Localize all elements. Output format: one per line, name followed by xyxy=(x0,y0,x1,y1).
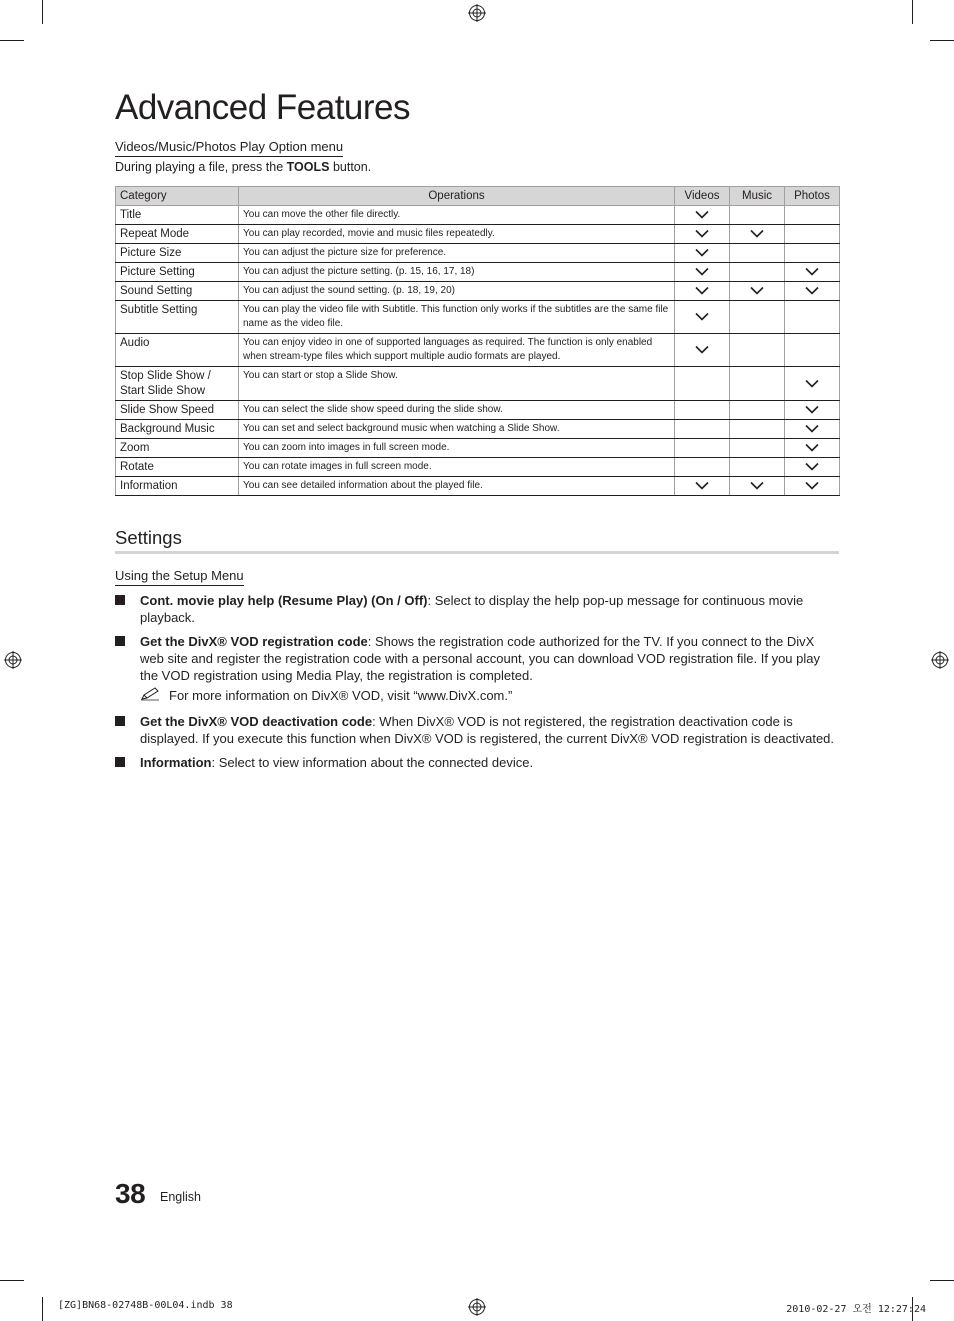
table-header-row xyxy=(116,187,840,206)
row-videos-cell xyxy=(675,401,730,420)
row-photos-cell xyxy=(785,225,840,244)
row-music-cell xyxy=(730,282,785,301)
row-videos-cell xyxy=(675,225,730,244)
row-category: Subtitle Setting xyxy=(116,301,239,334)
page-language: English xyxy=(160,1190,201,1204)
row-videos-cell xyxy=(675,244,730,263)
crop-mark xyxy=(42,1297,43,1321)
checkmark-chevron-icon xyxy=(805,481,819,490)
checkmark-chevron-icon xyxy=(695,210,709,219)
row-category: Slide Show Speed xyxy=(116,401,239,420)
row-music-cell xyxy=(730,367,785,401)
pencil-note-icon xyxy=(140,687,160,701)
row-photos-cell xyxy=(785,263,840,282)
row-category: Picture Size xyxy=(116,244,239,263)
row-photos-cell xyxy=(785,282,840,301)
play-option-table xyxy=(115,186,840,496)
row-photos-cell xyxy=(785,367,840,401)
row-music-cell xyxy=(730,225,785,244)
registration-mark-icon xyxy=(468,1298,486,1316)
table-row xyxy=(116,301,840,334)
checkmark-chevron-icon xyxy=(805,286,819,295)
table-row xyxy=(116,206,840,225)
row-videos-cell xyxy=(675,458,730,477)
checkmark-chevron-icon xyxy=(695,229,709,238)
checkmark-chevron-icon xyxy=(695,312,709,321)
print-slug-file: [ZG]BN68-02748B-00L04.indb 38 xyxy=(58,1300,233,1311)
registration-mark-icon xyxy=(468,4,486,22)
row-videos-cell xyxy=(675,477,730,496)
checkmark-chevron-icon xyxy=(695,248,709,257)
settings-item xyxy=(115,713,839,747)
table-row xyxy=(116,334,840,367)
row-music-cell xyxy=(730,458,785,477)
settings-item-desc: : Select to display the help pop-up message for continuous movie playback. xyxy=(140,593,804,625)
row-operation: You can zoom into images in full screen mode. xyxy=(239,439,675,458)
row-music-cell xyxy=(730,420,785,439)
settings-item xyxy=(115,754,839,771)
row-music-cell xyxy=(730,401,785,420)
row-videos-cell xyxy=(675,334,730,367)
table-row xyxy=(116,263,840,282)
settings-item-desc: : Shows the registration code authorized for the TV. If you connect to the DivX web site and register the registration code with a personal account, you can download VOD registration file. If you play the VOD registration using Media Play, the registration is completed. xyxy=(140,634,820,683)
registration-mark-icon xyxy=(4,651,22,669)
row-music-cell xyxy=(730,263,785,282)
row-category: Information xyxy=(116,477,239,496)
crop-mark xyxy=(930,1280,954,1281)
row-photos-cell xyxy=(785,206,840,225)
row-videos-cell xyxy=(675,439,730,458)
row-operation: You can enjoy video in one of supported languages as required. The function is only enabled when stream-type files which support multiple audio formats are played. xyxy=(239,334,675,367)
crop-mark xyxy=(0,40,24,41)
divx-note-text: For more information on DivX® VOD, visit “www.DivX.com.” xyxy=(169,688,513,703)
row-category: Picture Setting xyxy=(116,263,239,282)
row-photos-cell xyxy=(785,439,840,458)
square-bullet-icon xyxy=(115,636,125,646)
row-photos-cell xyxy=(785,244,840,263)
settings-item xyxy=(115,633,839,684)
row-category: Title xyxy=(116,206,239,225)
row-operation: You can adjust the sound setting. (p. 18, 19, 20) xyxy=(239,282,675,301)
crop-mark xyxy=(930,40,954,41)
row-operation: You can select the slide show speed during the slide show. xyxy=(239,401,675,420)
checkmark-chevron-icon xyxy=(750,481,764,490)
row-photos-cell xyxy=(785,458,840,477)
table-row xyxy=(116,420,840,439)
row-category: Audio xyxy=(116,334,239,367)
tools-key: TOOLS xyxy=(286,160,330,174)
row-photos-cell xyxy=(785,420,840,439)
table-row xyxy=(116,282,840,301)
print-slug-date: 2010-02-27 오전 12:27:24 xyxy=(786,1304,926,1315)
row-operation: You can play recorded, movie and music files repeatedly. xyxy=(239,225,675,244)
setup-menu-subheading: Using the Setup Menu xyxy=(115,568,244,586)
square-bullet-icon xyxy=(115,595,125,605)
row-videos-cell xyxy=(675,263,730,282)
table-row xyxy=(116,477,840,496)
row-music-cell xyxy=(730,477,785,496)
table-row xyxy=(116,367,840,401)
row-photos-cell xyxy=(785,401,840,420)
crop-mark xyxy=(42,0,43,24)
row-operation: You can move the other file directly. xyxy=(239,206,675,225)
column-header-operations: Operations xyxy=(239,187,675,206)
row-music-cell xyxy=(730,206,785,225)
checkmark-chevron-icon xyxy=(805,379,819,388)
checkmark-chevron-icon xyxy=(695,345,709,354)
row-videos-cell xyxy=(675,367,730,401)
crop-mark xyxy=(0,1280,24,1281)
play-option-heading: Videos/Music/Photos Play Option menu xyxy=(115,139,343,157)
checkmark-chevron-icon xyxy=(805,443,819,452)
registration-mark-icon xyxy=(931,651,949,669)
row-photos-cell xyxy=(785,477,840,496)
row-category: Stop Slide Show / Start Slide Show xyxy=(116,367,239,401)
row-music-cell xyxy=(730,301,785,334)
settings-item-term: Get the DivX® VOD registration code xyxy=(140,634,368,649)
settings-item-desc: : Select to view information about the connected device. xyxy=(211,755,534,770)
intro-prefix: During playing a file, press the xyxy=(115,160,287,174)
settings-item-term: Information xyxy=(140,755,212,770)
row-operation: You can rotate images in full screen mode. xyxy=(239,458,675,477)
row-category: Background Music xyxy=(116,420,239,439)
crop-mark xyxy=(912,0,913,24)
settings-item-desc: : When DivX® VOD is not registered, the registration deactivation code is displayed. If you execute this function when DivX® VOD is registered, the current DivX® VOD registration is deactivated. xyxy=(140,714,835,746)
intro-suffix: button. xyxy=(329,160,372,174)
row-operation: You can start or stop a Slide Show. xyxy=(239,367,675,401)
row-music-cell xyxy=(730,244,785,263)
table-row xyxy=(116,458,840,477)
row-category: Sound Setting xyxy=(116,282,239,301)
row-category: Repeat Mode xyxy=(116,225,239,244)
row-operation: You can play the video file with Subtitle. This function only works if the subtitles are the same file name as the video file. xyxy=(239,301,675,334)
row-videos-cell xyxy=(675,420,730,439)
settings-item-term: Get the DivX® VOD deactivation code xyxy=(140,714,373,729)
row-music-cell xyxy=(730,334,785,367)
square-bullet-icon xyxy=(115,757,125,767)
row-photos-cell xyxy=(785,301,840,334)
row-music-cell xyxy=(730,439,785,458)
checkmark-chevron-icon xyxy=(695,286,709,295)
checkmark-chevron-icon xyxy=(805,462,819,471)
row-category: Zoom xyxy=(116,439,239,458)
checkmark-chevron-icon xyxy=(695,267,709,276)
checkmark-chevron-icon xyxy=(750,286,764,295)
row-operation: You can adjust the picture setting. (p. 15, 16, 17, 18) xyxy=(239,263,675,282)
square-bullet-icon xyxy=(115,716,125,726)
row-category: Rotate xyxy=(116,458,239,477)
row-operation: You can see detailed information about the played file. xyxy=(239,477,675,496)
table-row xyxy=(116,244,840,263)
settings-heading: Settings xyxy=(115,527,839,554)
row-photos-cell xyxy=(785,334,840,367)
checkmark-chevron-icon xyxy=(805,424,819,433)
row-videos-cell xyxy=(675,206,730,225)
column-header-category: Category xyxy=(116,187,239,206)
checkmark-chevron-icon xyxy=(695,481,709,490)
divx-note xyxy=(140,687,512,704)
column-header-videos: Videos xyxy=(675,187,730,206)
row-videos-cell xyxy=(675,282,730,301)
page-title: Advanced Features xyxy=(115,88,411,127)
row-operation: You can adjust the picture size for preference. xyxy=(239,244,675,263)
table-row xyxy=(116,225,840,244)
row-operation: You can set and select background music when watching a Slide Show. xyxy=(239,420,675,439)
table-row xyxy=(116,439,840,458)
column-header-music: Music xyxy=(730,187,785,206)
table-row xyxy=(116,401,840,420)
checkmark-chevron-icon xyxy=(805,405,819,414)
row-videos-cell xyxy=(675,301,730,334)
play-option-intro xyxy=(115,160,371,174)
settings-item xyxy=(115,592,839,626)
checkmark-chevron-icon xyxy=(805,267,819,276)
checkmark-chevron-icon xyxy=(750,229,764,238)
column-header-photos: Photos xyxy=(785,187,840,206)
settings-item-term: Cont. movie play help (Resume Play) (On / Off) xyxy=(140,593,428,608)
page-number: 38 xyxy=(115,1178,146,1209)
